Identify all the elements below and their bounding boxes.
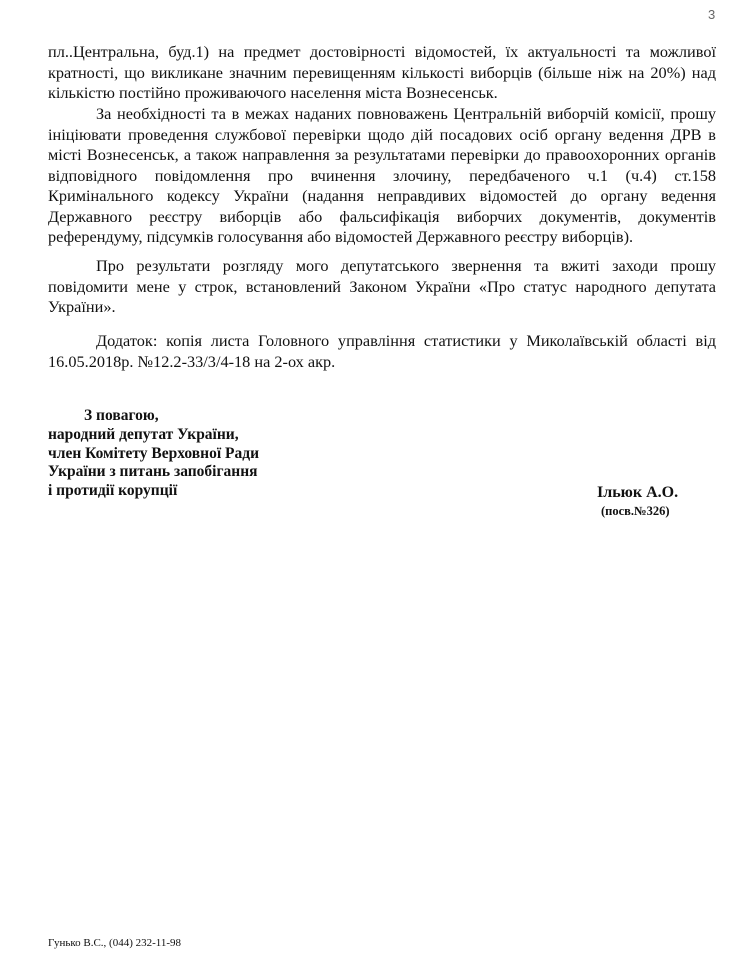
paragraph-text: Про результати розгляду мого депутатського звернення та вжиті заходи прошу повідомити мене у строк, встановлений Законом України «Про статус народного депутата України». — [48, 256, 716, 316]
signature-title-line: член Комітету Верховної Ради — [48, 444, 260, 462]
footer-contact: Гунько В.С., (044) 232-11-98 — [48, 937, 182, 949]
signature-title-line: України з питань запобігання — [48, 463, 258, 481]
signature-block — [48, 407, 259, 501]
paragraph-continuation — [48, 42, 716, 104]
signature-closing: З повагою, — [84, 407, 159, 424]
signer-name: Ільюк А.О. — [597, 484, 679, 501]
page-number: 3 — [708, 7, 716, 22]
paragraph-request-inspection — [48, 104, 716, 248]
paragraph-text: пл..Центральна, буд.1) на предмет достовірності відомостей, їх актуальності та можливої кратності, що викликане значним перевищенням кількості виборців (більше ніж на 20%) над кількістю постійно проживаючого населення міста Вознесенськ. — [48, 42, 716, 102]
paragraph-attachment — [48, 331, 716, 372]
signature-title-line: народний депутат України, — [48, 425, 239, 443]
paragraph-text: За необхідності та в межах наданих повноважень Центральній виборчій комісії, прошу ініціювати проведення службової перевірки щодо дій посадових осіб органу ведення ДРВ в місті Вознесенськ, а також направлення за результатами перевірки до правоохоронних органів відповідного повідомлення про вчинення злочину, передбаченого ч.1 (ч.4) ст.158 Кримінального кодексу України (надання неправдивих відомостей до органу ведення Державного реєстру виборців або фальсифікація виборчих документів, документів референдуму, підсумків голосування або відомостей Державного реєстру виборців). — [48, 104, 716, 246]
signer-id: (посв.№326) — [601, 504, 670, 518]
paragraph-text: Додаток: копія листа Головного управління статистики у Миколаївській області від 16.05.2018р. №12.2-33/3/4-18 на 2-ох акр. — [48, 331, 716, 371]
signature-title-line: і протидії корупції — [48, 482, 178, 500]
paragraph-notify-results — [48, 256, 716, 318]
